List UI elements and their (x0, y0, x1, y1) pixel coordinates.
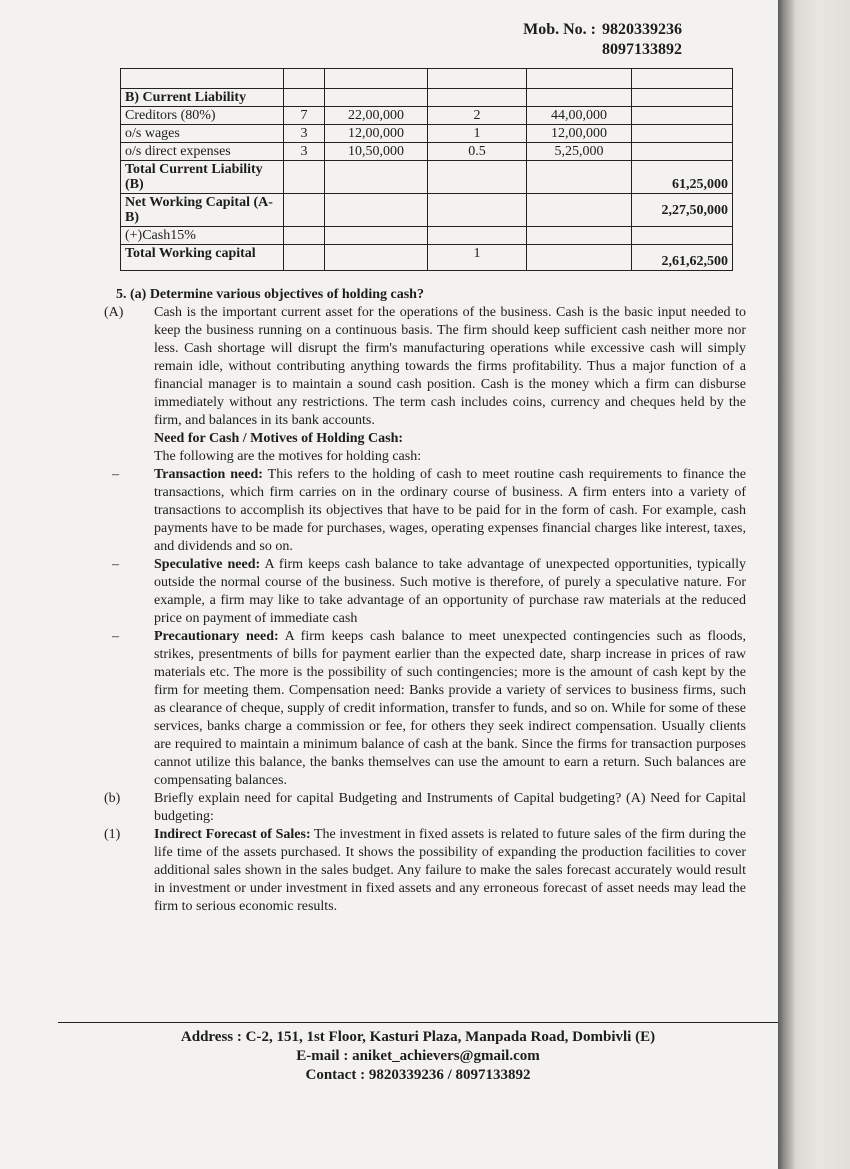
twc-label: Total Working capital (121, 245, 284, 271)
motive-title: Transaction need: (154, 467, 263, 482)
point-1-text: The investment in fixed assets is related to future sales of the firm during the life time of the assets purchased. It shows the possibility of expanding the production facilities to cover additional sales shown in the sales budget. Any failure to make the sales forecast accurately would result in investment or under investment in fixed assets and any erroneous forecast of asset needs may lead the firm to serious economic results. (154, 827, 746, 914)
dash-bullet: – (112, 557, 119, 572)
twc-value: 2,61,62,500 (632, 245, 733, 271)
motive-text: A firm keeps cash balance to take advantage of unexpected opportunities, typically outside the normal course of the business. Such motive is therefore, of purely a speculative nature. For example, a firm may like to take advantage of an opportunity of purchase raw materials at the reduced price on payment of immediate cash (154, 557, 746, 626)
answer-label: (A) (104, 305, 124, 320)
table-row (121, 194, 733, 227)
nwc-value: 2,27,50,000 (632, 194, 733, 227)
row-value: 44,00,000 (527, 107, 632, 125)
total-cl-value: 61,25,000 (632, 161, 733, 194)
row-total (632, 107, 733, 125)
footer-email: E-mail : aniket_achievers@gmail.com (296, 1048, 540, 1064)
row-days: 7 (284, 107, 325, 125)
page-binding-edge (778, 0, 850, 1169)
question-b-text: Briefly explain need for capital Budgeting and Instruments of Capital budgeting? (A) Need for Capital budgeting: (154, 791, 746, 824)
table-row (121, 143, 733, 161)
table-row (121, 245, 733, 271)
row-label: o/s wages (121, 125, 284, 143)
table-row (121, 227, 733, 245)
motives-intro: The following are the motives for holding cash: (154, 449, 422, 464)
row-days: 3 (284, 125, 325, 143)
row-label: Creditors (80%) (121, 107, 284, 125)
list-item (104, 556, 746, 628)
row-total (632, 143, 733, 161)
table-row (121, 107, 733, 125)
table-row (121, 161, 733, 194)
point-1-title: Indirect Forecast of Sales: (154, 827, 311, 842)
footer-address: Address : C-2, 151, 1st Floor, Kasturi Plaza, Manpada Road, Dombivli (E) (180, 1029, 656, 1045)
total-cl-label: Total Current Liability (B) (121, 161, 284, 194)
row-factor: 0.5 (428, 143, 527, 161)
answer-paragraph: Cash is the important current asset for the operations of the business. Cash is the basic input needed to keep the business running on a continuous basis. The firm should keep sufficient cash neither more nor less. Cash shortage will disrupt the firm's manufacturing operations while excessive cash will simply remain idle, without contributing anything towards the firms profitability. Thus a major function of a financial manager is to maintain a sound cash position. Cash is the money which a firm can disburse immediately without any restrictions. The term cash includes coins, currency and cheques held by the firm, and balances in its bank accounts. (154, 305, 746, 428)
nwc-label: Net Working Capital (A-B) (121, 194, 284, 227)
dash-bullet: – (112, 467, 119, 482)
phone-secondary: 8097133892 (602, 41, 682, 58)
section-title: B) Current Liability (121, 89, 284, 107)
dash-bullet: – (112, 629, 119, 644)
motive-text: A firm keeps cash balance to meet unexpected contingencies such as floods, strikes, presentments of bills for payment earlier than the expected date, sharp increase in prices of raw materials etc. The more is the possibility of such contingencies; more is the amount of cash kept by the firm for meeting them. Compensation need: Banks provide a variety of services to business firms, such as clearance of cheque, supply of credit information, transfer to funds, and so on. While for some of these services, banks charge a commission or fee, for others they seek indirect compensation. Usually clients are required to maintain a minimum balance of cash at the bank. Since the firms for transaction purposes cannot utilize this balance, the banks themselves can use the amount to earn a return. Such balances are compensating balances. (154, 629, 747, 788)
need-heading: Need for Cash / Motives of Holding Cash: (154, 431, 404, 446)
footer-contact: Contact : 9820339236 / 8097133892 (305, 1067, 531, 1083)
mob-label: Mob. No. : (523, 21, 596, 38)
table-row (121, 89, 733, 107)
answer-block (104, 304, 746, 466)
row-amount: 12,00,000 (325, 125, 428, 143)
row-days: 3 (284, 143, 325, 161)
cash-label: (+)Cash15% (121, 227, 284, 245)
footer-divider (58, 1022, 778, 1023)
footer (58, 1028, 778, 1085)
motive-title: Speculative need: (154, 557, 261, 572)
question-b-label: (b) (104, 791, 121, 806)
row-total (632, 125, 733, 143)
table-row (121, 125, 733, 143)
point-1-label: (1) (104, 827, 121, 842)
list-item (104, 466, 746, 556)
table-row (121, 69, 733, 89)
header-contact (523, 20, 682, 60)
row-value: 12,00,000 (527, 125, 632, 143)
phone-primary: 9820339236 (602, 21, 682, 38)
row-factor: 2 (428, 107, 527, 125)
twc-factor: 1 (428, 245, 527, 271)
row-label: o/s direct expenses (121, 143, 284, 161)
content-body (104, 286, 746, 916)
working-capital-table (120, 68, 733, 271)
row-amount: 22,00,000 (325, 107, 428, 125)
motive-text: This refers to the holding of cash to meet routine cash requirements to finance the transactions, which firm carries on in the ordinary course of business. A firm enters into a variety of transactions to accomplish its objectives that have to be paid for in the form of cash. For example, cash payments have to be made for purchases, wages, operating expenses financial charges like interest, taxes, and dividends and so on. (154, 467, 746, 554)
row-factor: 1 (428, 125, 527, 143)
motive-title: Precautionary need: (154, 629, 279, 644)
list-item (104, 628, 746, 790)
question-5a: 5. (a) Determine various objectives of holding cash? (116, 287, 424, 302)
row-value: 5,25,000 (527, 143, 632, 161)
question-b (104, 790, 746, 826)
point-1 (104, 826, 746, 916)
row-amount: 10,50,000 (325, 143, 428, 161)
